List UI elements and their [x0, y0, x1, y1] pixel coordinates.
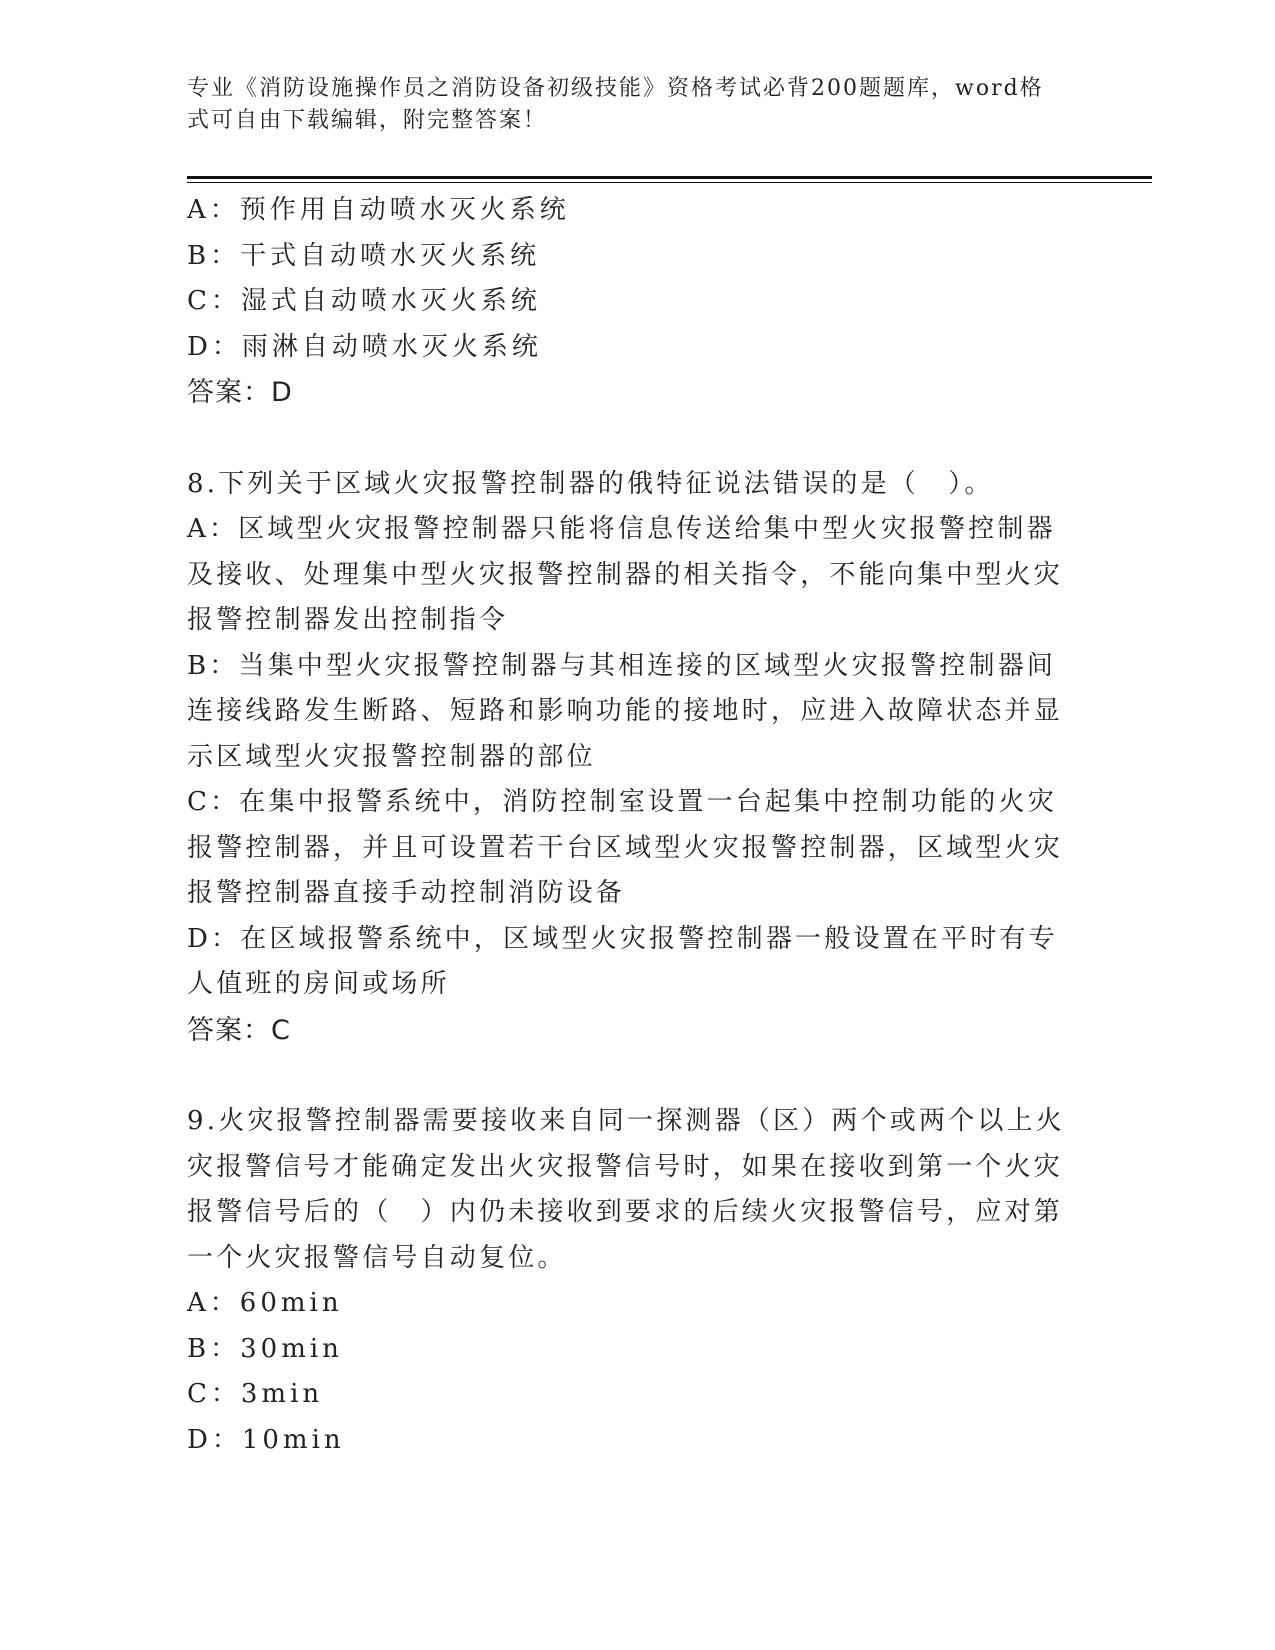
option-c: C：湿式自动喷水灭火系统	[187, 286, 541, 316]
option-a: A：60min	[187, 1288, 343, 1318]
question-8-block	[187, 462, 1087, 1054]
option-d: D：10min	[187, 1424, 345, 1455]
document-header: 专业《消防设施操作员之消防设备初级技能》资格考试必背200题题库，word格式可自由下载编辑，附完整答案！	[187, 76, 1044, 133]
option-a: A：区域型火灾报警控制器只能将信息传送给集中型火灾报警控制器及接收、处理集中型火灾报警控制器的相关指令，不能向集中型火灾报警控制器发出控制指令	[187, 514, 1064, 635]
option-b: B：30min	[187, 1333, 343, 1364]
option-d: D：在区域报警系统中，区域型火灾报警控制器一般设置在平时有专人值班的房间或场所	[187, 923, 1058, 999]
header-divider	[187, 176, 1152, 179]
question-text: 8.下列关于区域火灾报警控制器的俄特征说法错误的是（ ）。	[187, 468, 994, 499]
question-text: 9.火灾报警控制器需要接收来自同一探测器（区）两个或两个以上火灾报警信号才能确定发出火灾报警信号时，如果在接收到第一个火灾报警信号后的（ ）内仍未接收到要求的后续火灾报警信号，应对第一个火灾报警信号自动复位。	[187, 1106, 1066, 1273]
option-a: A：预作用自动喷水灭火系统	[187, 195, 570, 225]
spacer	[187, 416, 1087, 462]
option-b: B：干式自动喷水灭火系统	[187, 240, 541, 271]
answer-line: 答案：C	[187, 1014, 291, 1046]
question-9-block	[187, 1099, 1087, 1463]
option-c: C：3min	[187, 1379, 324, 1409]
document-body	[187, 188, 1087, 1463]
option-d: D：雨淋自动喷水灭火系统	[187, 331, 542, 362]
option-b: B：当集中型火灾报警控制器与其相连接的区域型火灾报警控制器间连接线路发生断路、短路和影响功能的接地时，应进入故障状态并显示区域型火灾报警控制器的部位	[187, 650, 1064, 772]
spacer	[187, 1053, 1087, 1099]
question-7-block	[187, 188, 1087, 416]
header-divider-thin	[187, 182, 1152, 183]
option-c: C：在集中报警系统中，消防控制室设置一台起集中控制功能的火灾报警控制器，并且可设置若干台区域型火灾报警控制器，区域型火灾报警控制器直接手动控制消防设备	[187, 787, 1064, 908]
answer-line: 答案：D	[187, 377, 293, 408]
